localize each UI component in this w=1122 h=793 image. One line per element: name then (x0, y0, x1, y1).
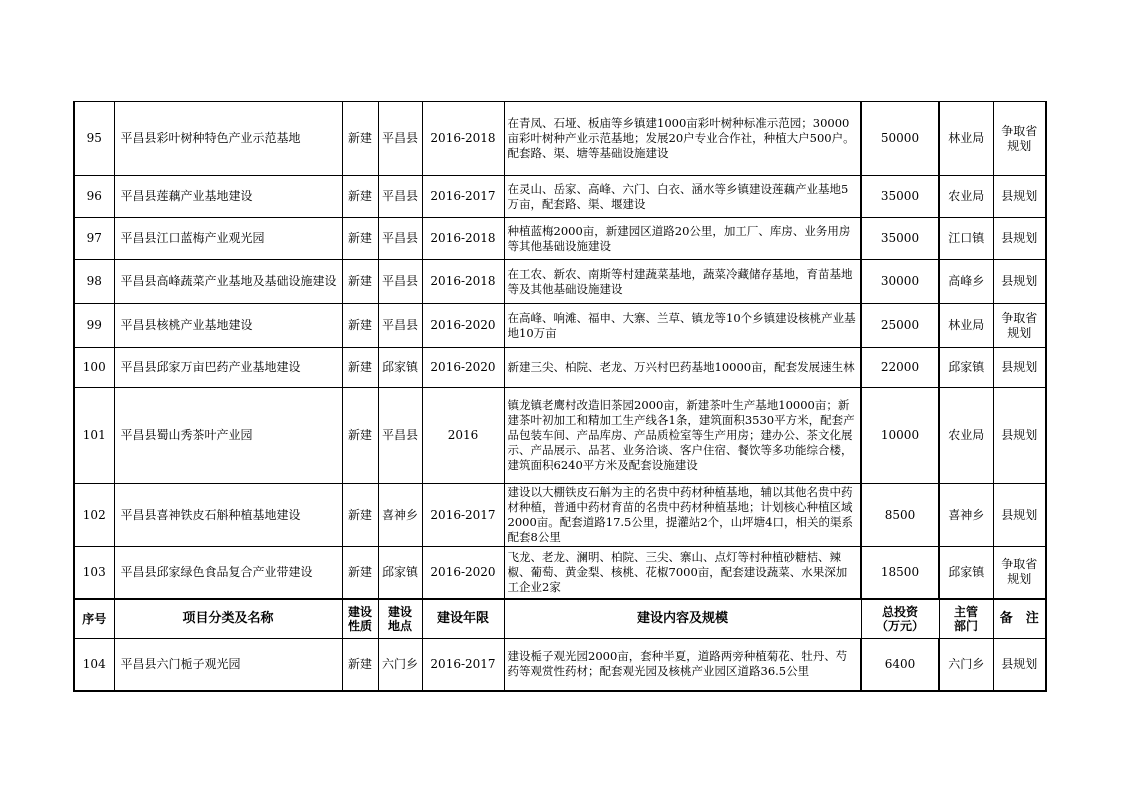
cell-remark: 县规划 (993, 348, 1046, 388)
cell-dept: 高峰乡 (939, 260, 993, 304)
table-body-bottom (74, 639, 1046, 691)
cell-period: 2016-2018 (422, 218, 504, 260)
cell-seq: 96 (74, 176, 114, 218)
cell-investment: 22000 (861, 348, 939, 388)
cell-period: 2016-2017 (422, 484, 504, 547)
cell-investment: 18500 (861, 547, 939, 599)
cell-name: 平昌县江口蓝梅产业观光园 (114, 218, 342, 260)
cell-nature: 新建 (342, 218, 378, 260)
header-investment: 总投资 （万元） (861, 599, 939, 639)
cell-remark: 县规划 (993, 260, 1046, 304)
cell-nature: 新建 (342, 102, 378, 176)
cell-period: 2016 (422, 388, 504, 484)
header-content: 建设内容及规模 (504, 599, 861, 639)
cell-content: 种植蓝梅2000亩，新建园区道路20公里，加工厂、库房、业务用房等其他基础设施建设 (504, 218, 861, 260)
header-name: 项目分类及名称 (114, 599, 342, 639)
cell-location: 平昌县 (378, 218, 422, 260)
cell-content: 建设栀子观光园2000亩，套种半夏，道路两旁种植菊花、牡丹、芍药等观赏性药材；配套观光园及核桃产业园区道路36.5公里 (504, 639, 861, 691)
table-row (74, 639, 1046, 691)
cell-nature: 新建 (342, 348, 378, 388)
cell-location: 平昌县 (378, 304, 422, 348)
table-row (74, 388, 1046, 484)
cell-nature: 新建 (342, 388, 378, 484)
cell-remark: 争取省规划 (993, 304, 1046, 348)
cell-period: 2016-2017 (422, 639, 504, 691)
cell-seq: 104 (74, 639, 114, 691)
cell-nature: 新建 (342, 484, 378, 547)
cell-investment: 10000 (861, 388, 939, 484)
cell-name: 平昌县核桃产业基地建设 (114, 304, 342, 348)
cell-location: 邱家镇 (378, 348, 422, 388)
cell-location: 喜神乡 (378, 484, 422, 547)
cell-nature: 新建 (342, 304, 378, 348)
cell-location: 平昌县 (378, 102, 422, 176)
cell-period: 2016-2020 (422, 348, 504, 388)
cell-remark: 争取省规划 (993, 547, 1046, 599)
cell-investment: 35000 (861, 218, 939, 260)
cell-dept: 喜神乡 (939, 484, 993, 547)
header-seq: 序号 (74, 599, 114, 639)
cell-period: 2016-2018 (422, 260, 504, 304)
cell-investment: 50000 (861, 102, 939, 176)
header-nature: 建设 性质 (342, 599, 378, 639)
cell-seq: 98 (74, 260, 114, 304)
cell-nature: 新建 (342, 547, 378, 599)
cell-remark: 县规划 (993, 484, 1046, 547)
cell-content: 建设以大棚铁皮石斛为主的名贵中药材种植基地，辅以其他名贵中药材种植，普通中药材育苗的名贵中药材种植基地；计划核心种植区域2000亩。配套道路17.5公里，提灌站2个，山坪塘4口，相关的渠系配套8公里 (504, 484, 861, 547)
cell-location: 六门乡 (378, 639, 422, 691)
cell-name: 平昌县邱家万亩巴药产业基地建设 (114, 348, 342, 388)
cell-remark: 县规划 (993, 218, 1046, 260)
header-row (74, 599, 1046, 639)
project-table (73, 101, 1047, 692)
cell-dept: 邱家镇 (939, 547, 993, 599)
cell-investment: 25000 (861, 304, 939, 348)
cell-name: 平昌县喜神铁皮石斛种植基地建设 (114, 484, 342, 547)
cell-name: 平昌县高峰蔬菜产业基地及基础设施建设 (114, 260, 342, 304)
cell-location: 平昌县 (378, 260, 422, 304)
cell-dept: 林业局 (939, 102, 993, 176)
cell-content: 镇龙镇老鹰村改造旧茶园2000亩，新建茶叶生产基地10000亩；新建茶叶初加工和精加工生产线各1条，建筑面积3530平方米，配套产品包装车间、产品库房、产品质检室等生产用房；建办公、茶文化展示、产品展示、品茗、业务洽谈、客户住宿、餐饮等多功能综合楼，建筑面积6240平方米及配套设施建设 (504, 388, 861, 484)
cell-dept: 六门乡 (939, 639, 993, 691)
cell-dept: 农业局 (939, 388, 993, 484)
cell-seq: 95 (74, 102, 114, 176)
cell-name: 平昌县蜀山秀茶叶产业园 (114, 388, 342, 484)
table-row (74, 218, 1046, 260)
cell-remark: 县规划 (993, 639, 1046, 691)
cell-nature: 新建 (342, 176, 378, 218)
table-row (74, 484, 1046, 547)
cell-location: 平昌县 (378, 176, 422, 218)
cell-investment: 35000 (861, 176, 939, 218)
cell-dept: 农业局 (939, 176, 993, 218)
cell-remark: 县规划 (993, 176, 1046, 218)
cell-seq: 102 (74, 484, 114, 547)
cell-investment: 6400 (861, 639, 939, 691)
cell-name: 平昌县六门栀子观光园 (114, 639, 342, 691)
cell-investment: 8500 (861, 484, 939, 547)
cell-seq: 103 (74, 547, 114, 599)
header-location: 建设 地点 (378, 599, 422, 639)
cell-location: 邱家镇 (378, 547, 422, 599)
cell-name: 平昌县邱家绿色食品复合产业带建设 (114, 547, 342, 599)
cell-period: 2016-2020 (422, 304, 504, 348)
cell-seq: 101 (74, 388, 114, 484)
cell-investment: 30000 (861, 260, 939, 304)
table-row (74, 547, 1046, 599)
cell-name: 平昌县莲藕产业基地建设 (114, 176, 342, 218)
cell-content: 在青凤、石垭、板庙等乡镇建1000亩彩叶树种标准示范园；30000亩彩叶树种产业示范基地；发展20户专业合作社，种植大户500户。配套路、渠、塘等基础设施建设 (504, 102, 861, 176)
cell-name: 平昌县彩叶树种特色产业示范基地 (114, 102, 342, 176)
header-period: 建设年限 (422, 599, 504, 639)
header-remark: 备 注 (993, 599, 1046, 639)
cell-content: 在工农、新农、南斯等村建蔬菜基地，蔬菜冷藏储存基地，育苗基地等及其他基础设施建设 (504, 260, 861, 304)
table-header (74, 599, 1046, 639)
table-row (74, 348, 1046, 388)
table-row (74, 260, 1046, 304)
cell-remark: 争取省规划 (993, 102, 1046, 176)
cell-dept: 江口镇 (939, 218, 993, 260)
cell-period: 2016-2017 (422, 176, 504, 218)
cell-content: 新建三尖、柏院、老龙、万兴村巴药基地10000亩，配套发展速生林 (504, 348, 861, 388)
cell-dept: 邱家镇 (939, 348, 993, 388)
cell-period: 2016-2018 (422, 102, 504, 176)
cell-content: 在灵山、岳家、高峰、六门、白衣、涵水等乡镇建设莲藕产业基地5万亩，配套路、渠、堰建设 (504, 176, 861, 218)
cell-seq: 100 (74, 348, 114, 388)
cell-remark: 县规划 (993, 388, 1046, 484)
table-row (74, 304, 1046, 348)
cell-seq: 97 (74, 218, 114, 260)
cell-period: 2016-2020 (422, 547, 504, 599)
cell-content: 在高峰、响滩、福申、大寨、兰草、镇龙等10个乡镇建设核桃产业基地10万亩 (504, 304, 861, 348)
table-row (74, 102, 1046, 176)
cell-location: 平昌县 (378, 388, 422, 484)
cell-nature: 新建 (342, 260, 378, 304)
header-dept: 主管 部门 (939, 599, 993, 639)
table-body-top (74, 102, 1046, 599)
table-row (74, 176, 1046, 218)
cell-content: 飞龙、老龙、澜明、柏院、三尖、寨山、点灯等村种植砂糖桔、辣椒、葡萄、黄金梨、核桃、花椒7000亩，配套建设蔬菜、水果深加工企业2家 (504, 547, 861, 599)
cell-seq: 99 (74, 304, 114, 348)
cell-nature: 新建 (342, 639, 378, 691)
cell-dept: 林业局 (939, 304, 993, 348)
